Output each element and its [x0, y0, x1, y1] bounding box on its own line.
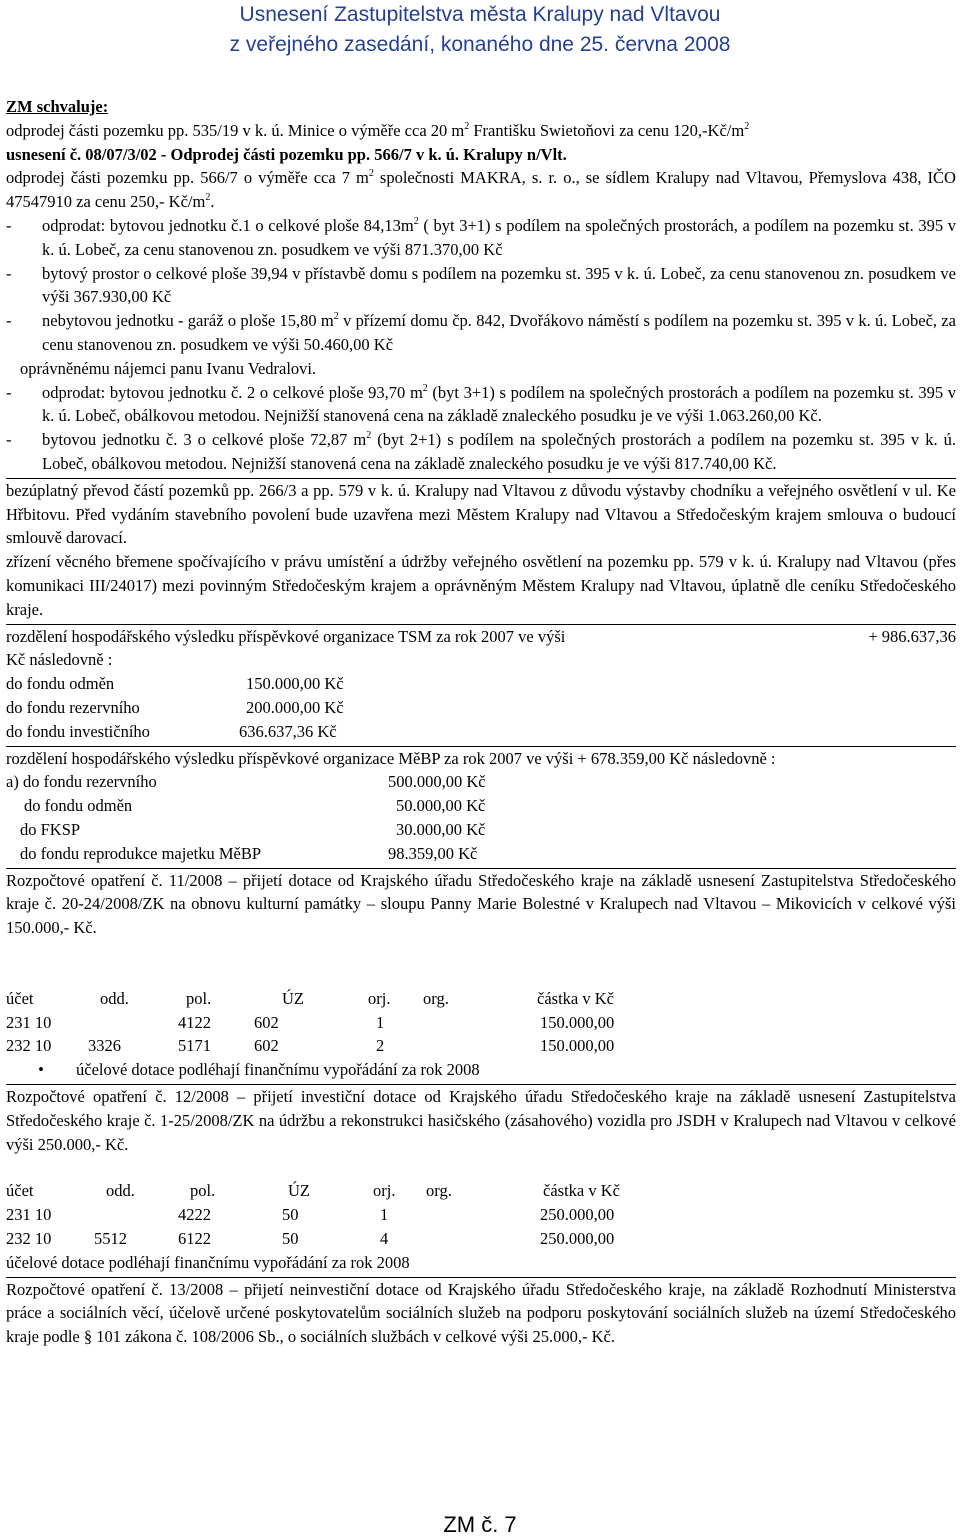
fund-row: do fondu odměn 150.000,00 Kč [6, 674, 344, 694]
table-header: účet odd. pol. ÚZ orj. org. částka v Kč [6, 1181, 620, 1201]
table-row: 232 10 3326 5171 602 2 150.000,00 [6, 1036, 615, 1056]
ro13-text: Rozpočtové opatření č. 13/2008 – přijetí neinvestiční dotace od Krajského úřadu Středočeského kraje, na základě Rozhodnutí Ministerstva práce a sociálních věcí, účelově určené poskytovatelům sociálních služeb na podporu poskytování sociálních služeb na území Středočeského kraje podle § 101 zákona č. 108/2006 Sb., o sociálních službách v celkové výši 25.000,- Kč. [6, 1279, 956, 1347]
item-note: oprávněnému nájemci panu Ivanu Vedralovi. [20, 358, 317, 378]
section-heading: ZM schvaluje: [6, 97, 109, 116]
fund-row: do fondu investičního 636.637,36 Kč [6, 721, 337, 741]
list-item: - bytový prostor o celkové ploše 39,94 v přístavbě domu s podílem na pozemku st. 395 v k. ú. Lobeč, za cenu stanovenou zn. posudkem ve výši 367.930,00 Kč [6, 263, 956, 307]
table-header: účet odd. pol. ÚZ orj. org. částka v Kč [6, 988, 614, 1008]
fund-row: a) do fondu rezervního 500.000,00 Kč [6, 772, 486, 792]
table-row: 232 10 5512 6122 50 4 250.000,00 [6, 1229, 615, 1249]
resolution-title: usnesení č. 08/07/3/02 - Odprodej části pozemku pp. 566/7 v k. ú. Kralupy n/Vlt. [6, 144, 567, 164]
ro11-text: Rozpočtové opatření č. 11/2008 – přijetí dotace od Krajského úřadu Středočeského kraje na základě usnesení Zastupitelstva Středočeského kraje č. 20-24/2008/ZK na obnovu kulturní památky – sloupu Panny Marie Bolestné v Kralupech nad Vltavou – Mikovicích v celkové výši 150.000,- Kč. [6, 870, 956, 938]
ro12-text: Rozpočtové opatření č. 12/2008 – přijetí investiční dotace od Krajského úřadu Středočeského kraje na základě usnesení Zastupitelstva Středočeského kraje č. 1-25/2008/ZK na údržbu a rekonstrukci hasičského (zásahového) vozidla pro JSDH v Kralupech nad Vltavou v celkové výši 250.000,- Kč. [6, 1087, 956, 1154]
ro12-note: účelové dotace podléhají finančnímu vypořádání za rok 2008 [6, 1252, 410, 1272]
header-line-1: Usnesení Zastupitelstva města Kralupy nad Vltavou [239, 3, 721, 26]
document-body [6, 84, 956, 1349]
fund-row: do fondu rezervního 200.000,00 Kč [6, 697, 344, 717]
list-item: - odprodat: bytovou jednotku č. 2 o celkové ploše 93,70 $m^2$ (byt 3+1) s podílem na společných prostorách a podílem na pozemku st. 395 v k. ú. Lobeč, obálkovou metodou. Nejnižší stanovená cena na základě znaleckého posudku je ve výši 1.063.260,00 Kč. [6, 382, 956, 426]
list-item: - nebytovou jednotku - garáž o ploše 15,80 $m^2$ v přízemí domu čp. 842, Dvořákovo náměstí s podílem na pozemku st. 395 v k. ú. Lobeč, za cenu stanovenou zn. posudkem ve výši 50.460,00 Kč [6, 311, 956, 354]
table-row: 231 10 4222 50 1 250.000,00 [6, 1205, 615, 1225]
tsm-intro-2: Kč následovně : [6, 650, 113, 670]
tsm-intro: rozdělení hospodářského výsledku příspěvkové organizace TSM za rok 2007 ve výši + 986.637,36 [6, 626, 956, 646]
paragraph-bezuplatny: bezúplatný převod částí pozemků pp. 266/3 a pp. 579 v k. ú. Kralupy nad Vltavou z důvodu výstavby chodníku a veřejného osvětlení v ul. Ke Hřbitovu. Před vydáním stavebního povolení bude uzavřena mezi Městem Kralupy nad Vltavou a Středočeským krajem smlouva o budoucí smlouvě darovací. [6, 480, 956, 548]
list-item: - odprodat: bytovou jednotku č.1 o celkové ploše $84,13m^2$ ( byt 3+1) s podílem na společných prostorách, a podílem na pozemku st. 395 v k. ú. Lobeč, za cenu stanovenou zn. posudkem ve výši 871.370,00 Kč [6, 215, 957, 259]
bullet-note: • účelové dotace podléhají finančnímu vypořádání za rok 2008 [38, 1060, 480, 1080]
paragraph-makra: odprodej části pozemku pp. 566/7 o výměře cca 7 $m^2$ společnosti MAKRA, s. r. o., se sídlem Kralupy nad Vltavou, Přemyslova 438, IČO 47547910 za cenu 250,- $Kč/m^2$. [6, 168, 956, 212]
fund-row: do FKSP 30.000,00 Kč [20, 819, 486, 839]
page-header [0, 0, 960, 60]
mebp-intro: rozdělení hospodářského výsledku příspěvkové organizace MěBP za rok 2007 ve výši + 678.359,00 Kč následovně : [6, 748, 776, 768]
page-footer: ZM č. 7 [443, 1512, 517, 1537]
table-row: 231 10 4122 602 1 150.000,00 [6, 1012, 615, 1032]
paragraph-bremeno: zřízení věcného břemene spočívajícího v právu umístění a údržby veřejného osvětlení na pozemku pp. 579 v k. ú. Kralupy nad Vltavou (přes komunikaci III/24017) mezi povinným Středočeským krajem a oprávněným Městem Kralupy nad Vltavou, úplatně dle ceníku Středočeského kraje. [6, 552, 956, 619]
fund-row: do fondu reprodukce majetku MěBP 98.359,00 Kč [20, 843, 478, 863]
list-item: - bytovou jednotku č. 3 o celkové ploše 72,87 $m^2$ (byt 2+1) s podílem na společných prostorách a podílem na pozemku st. 395 v k. ú. Lobeč, obálkovou metodou. Nejnižší stanovená cena na základě znaleckého posudku je ve výši 817.740,00 Kč. [6, 430, 957, 473]
fund-row: do fondu odměn 50.000,00 Kč [24, 796, 486, 816]
header-line-2: z veřejného zasedání, konaného dne 25. června 2008 [229, 33, 731, 56]
paragraph-minice: odprodej části pozemku pp. 535/19 v k. ú. Minice o výměře cca 20 $m^2$ Františku Swietoňovi za cenu $120,-Kč/m^2$ [6, 120, 750, 140]
